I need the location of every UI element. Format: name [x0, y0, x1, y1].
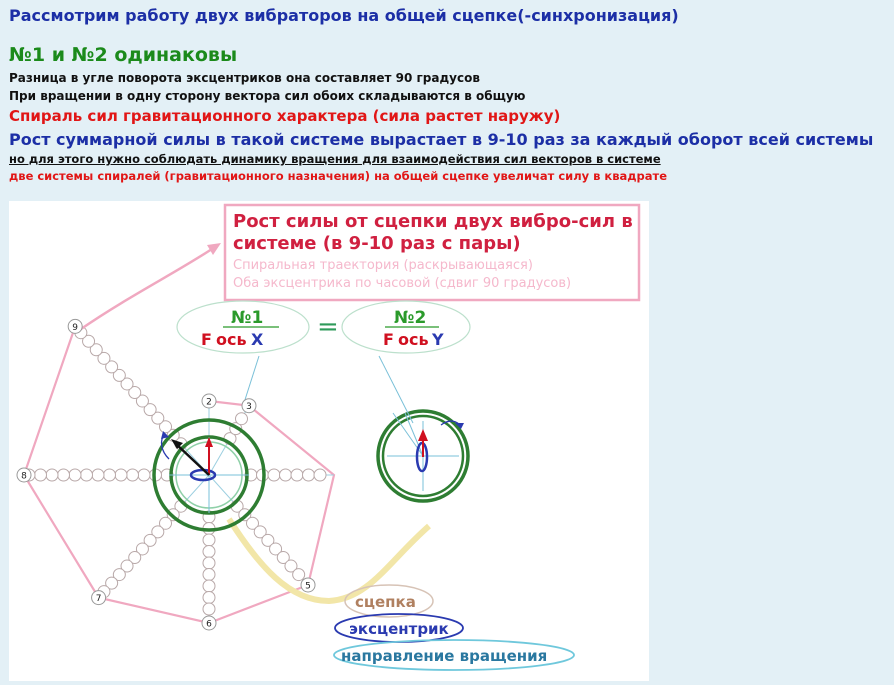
outer-arrow	[81, 243, 221, 329]
two-systems-text: две системы спиралей (гравитационного назначения) на общей сцепке увеличат силу в квадрате	[9, 169, 668, 183]
angle-difference-text: Разница в угле поворота эксцентриков она составляет 90 градусов	[9, 71, 480, 85]
unit-1-number: №1	[231, 308, 264, 328]
svg-text:9: 9	[72, 322, 79, 333]
spiral-text: Спираль сил гравитационного характера (сила растет наружу)	[9, 107, 561, 125]
ray-number	[92, 591, 106, 605]
equal-heading: №1 и №2 одинаковы	[9, 44, 238, 66]
unit-2-number: №2	[394, 308, 427, 328]
title-box	[225, 205, 639, 300]
ray-bead	[203, 569, 215, 581]
box-title-1: Рост силы от сцепки двух вибро-сил в	[233, 211, 633, 232]
ray-number	[242, 399, 256, 413]
ray-number	[17, 468, 31, 482]
unit-2-force: F	[383, 330, 394, 349]
box-sub-2: Оба эксцентрика по часовой (сдвиг 90 градусов)	[233, 276, 572, 291]
rotation-text: При вращении в одну сторону вектора сил обоих складываются в общую	[9, 89, 526, 103]
ray-bead	[138, 469, 150, 481]
unit-2-label	[342, 301, 470, 353]
ray-number	[301, 578, 315, 592]
svg-text:2: 2	[206, 397, 212, 408]
growth-text: Рост суммарной силы в такой системе вырастает в 9-10 раз за каждый оборот всей системы	[9, 130, 874, 149]
unit-2-axis: ось	[398, 330, 429, 349]
dynamics-text: но для этого нужно соблюдать динамику вращения для взаимодействия сил векторов в системе	[9, 152, 661, 166]
ray-bead	[203, 534, 215, 546]
box-title-2: системе (в 9-10 раз с пары)	[233, 233, 521, 254]
ray-bead	[81, 469, 93, 481]
svg-text:5: 5	[305, 581, 311, 592]
ray-bead	[236, 413, 248, 425]
ray-bead	[127, 469, 139, 481]
vibrator-1	[154, 420, 264, 530]
ray-bead	[104, 469, 116, 481]
ray-bead	[203, 580, 215, 592]
ray-bead	[115, 469, 127, 481]
ray-number	[202, 616, 216, 630]
unit-1-axis: ось	[216, 330, 247, 349]
ray-bead	[280, 469, 292, 481]
ray-bead	[314, 469, 326, 481]
svg-text:7: 7	[95, 594, 102, 605]
ray-bead	[46, 469, 58, 481]
page-title: Рассмотрим работу двух вибраторов на общей сцепке(-синхронизация)	[9, 6, 679, 25]
unit-1-force: F	[201, 330, 212, 349]
equals-sign: =	[317, 312, 339, 342]
unit-1-label	[177, 301, 309, 353]
ray-bead	[58, 469, 70, 481]
legend	[334, 585, 574, 670]
ray-bead	[203, 603, 215, 615]
ray-bead	[203, 592, 215, 604]
legend-coupling: сцепка	[355, 593, 416, 611]
ray-number	[68, 319, 82, 333]
ray-bead	[203, 546, 215, 558]
vibrator-diagram	[9, 201, 649, 681]
ray-bead	[35, 469, 47, 481]
ray-number	[202, 394, 216, 408]
svg-text:6: 6	[206, 619, 212, 630]
box-sub-1: Спиральная траектория (раскрывающаяся)	[233, 258, 533, 273]
ray-bead	[203, 557, 215, 569]
ray-bead	[303, 469, 315, 481]
ray-bead	[69, 469, 81, 481]
ray-bead	[291, 469, 303, 481]
ray-bead	[92, 469, 104, 481]
unit-2-axis-letter: Y	[432, 330, 444, 349]
ray-bead	[268, 469, 280, 481]
svg-text:8: 8	[21, 471, 27, 482]
unit-1-axis-letter: X	[251, 330, 264, 349]
svg-text:3: 3	[246, 402, 252, 413]
legend-direction: направление вращения	[341, 647, 548, 665]
legend-eccentric: эксцентрик	[349, 620, 449, 638]
ray-bead	[293, 569, 305, 581]
vibrator-2	[378, 411, 468, 501]
